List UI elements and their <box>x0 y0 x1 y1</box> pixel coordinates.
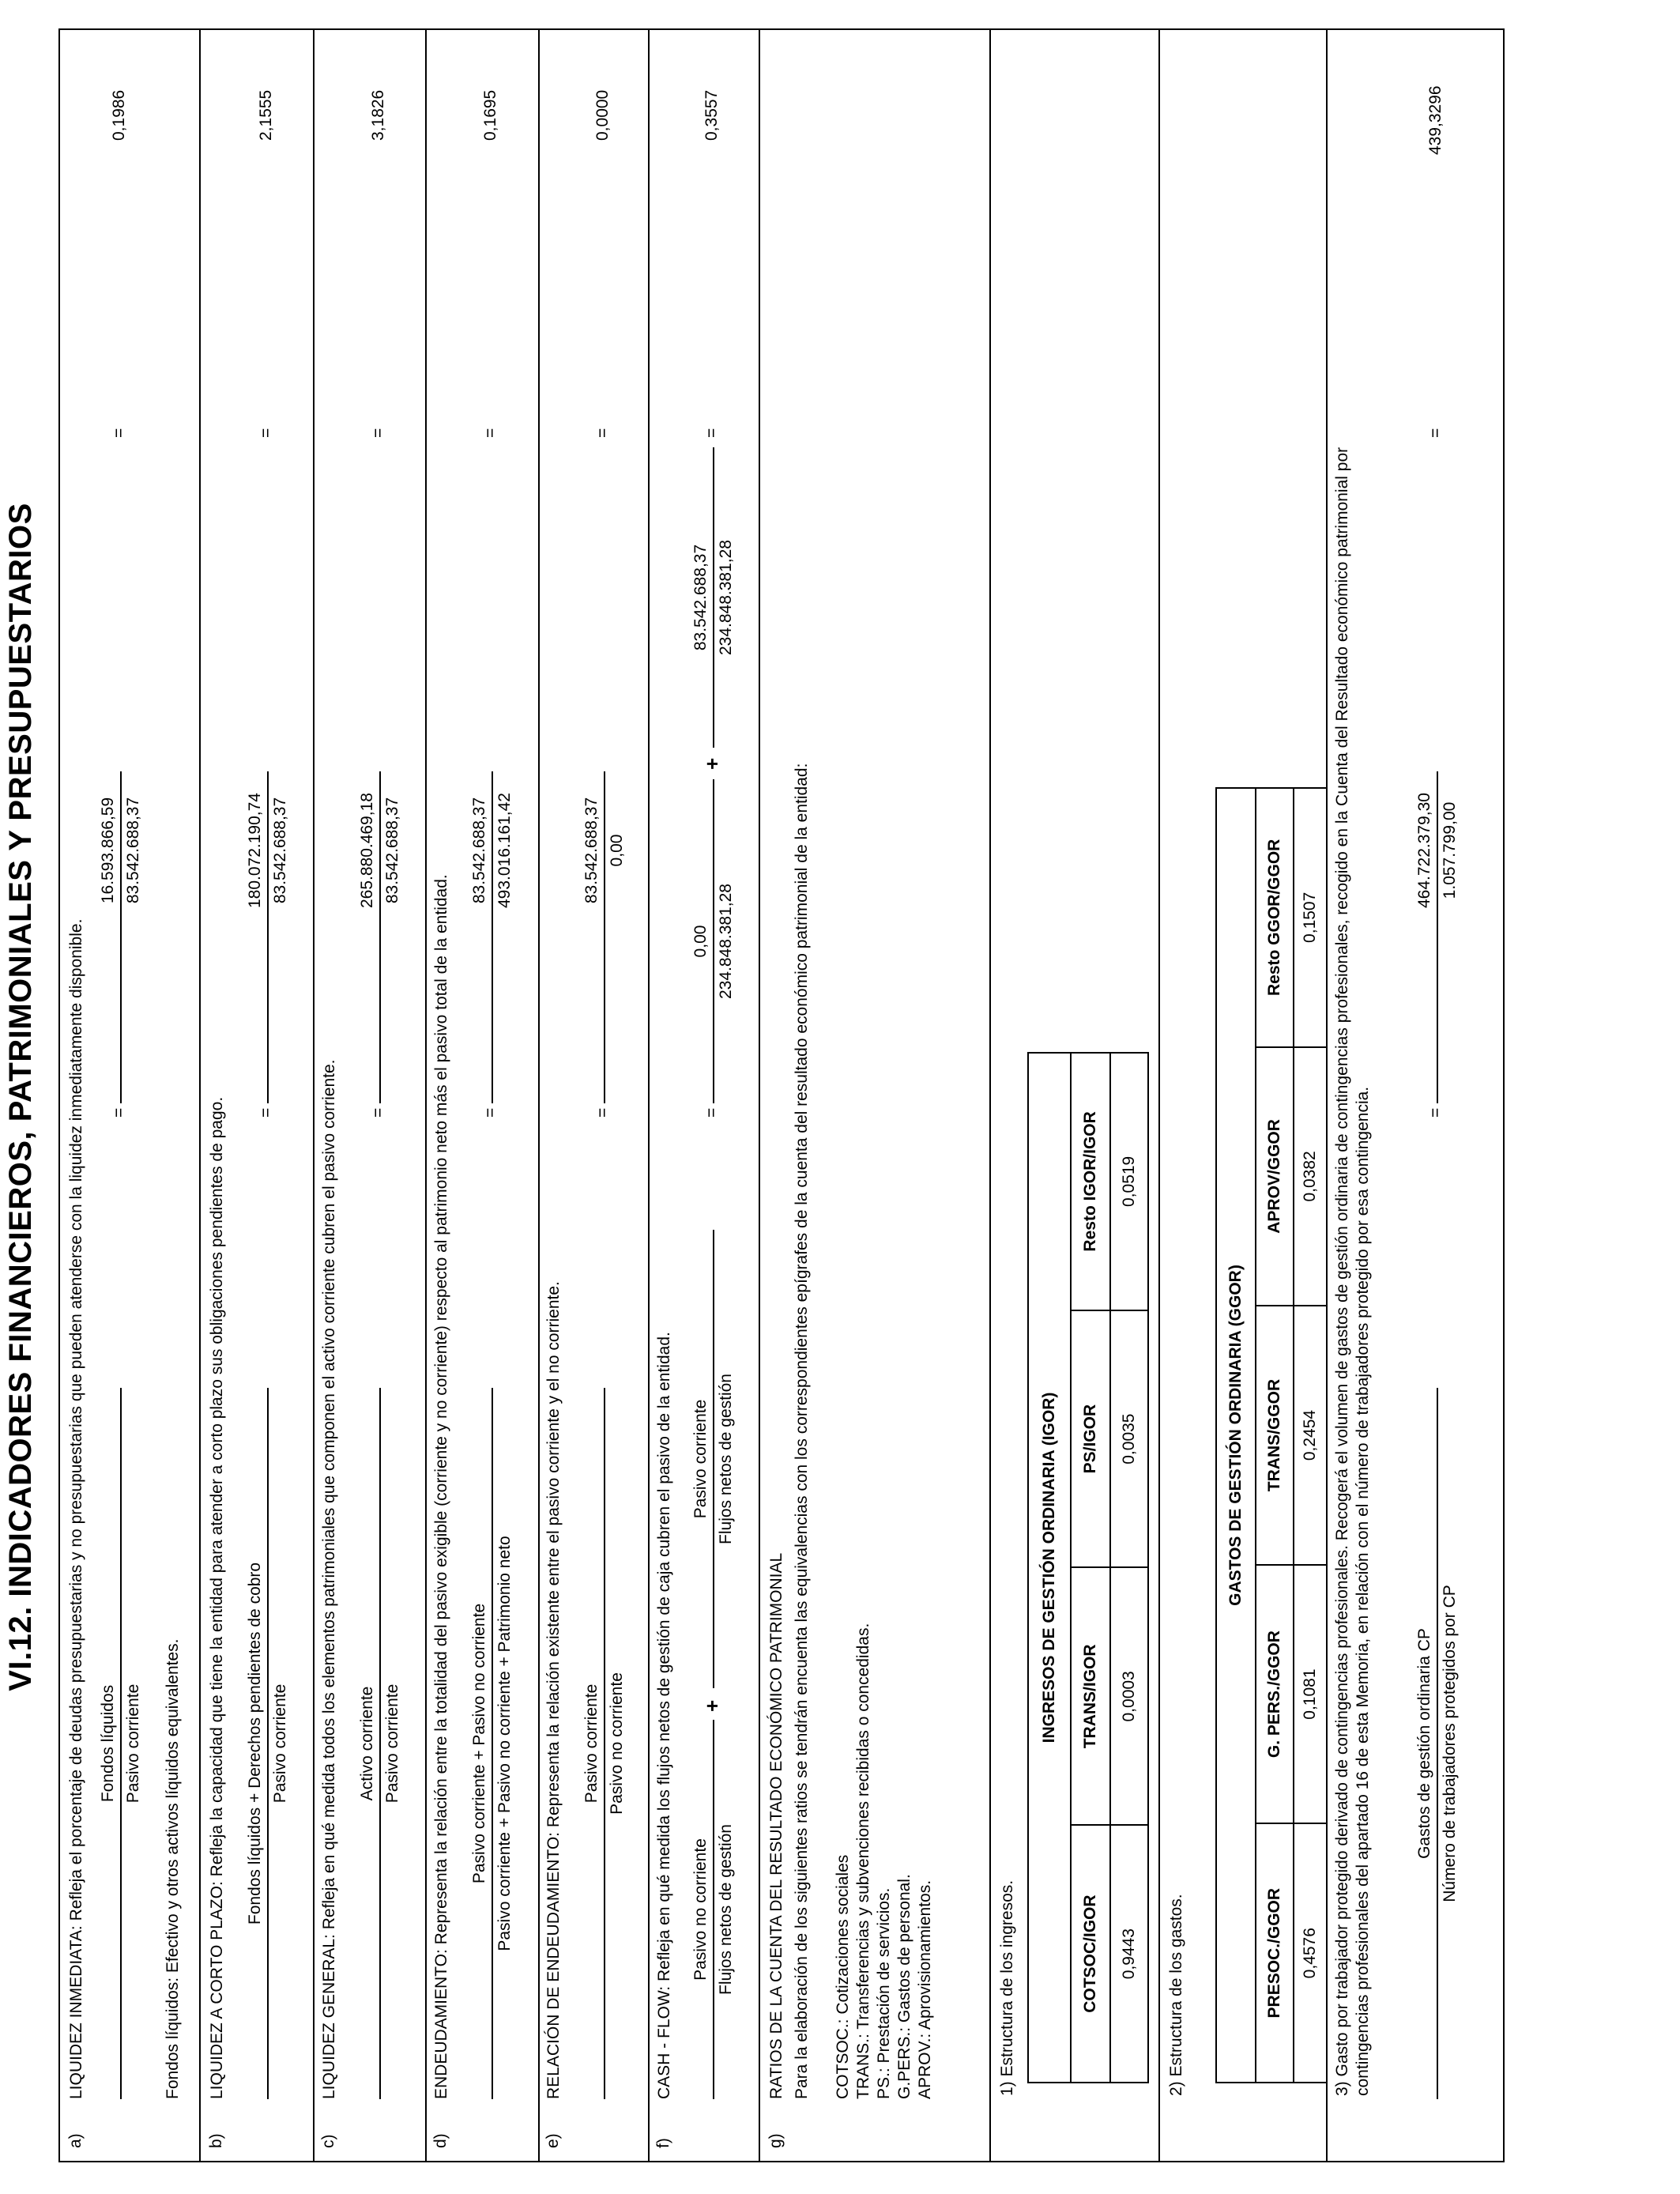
section-note: Fondos líquidos: Efectivo y otros activos líquidos equivalentes. <box>164 1638 182 2099</box>
equals-sign: = <box>703 428 721 438</box>
numerator-label: Pasivo corriente <box>691 1399 710 1519</box>
fraction-line <box>492 1388 493 2099</box>
numerator-label: Fondos líquidos + Derechos pendientes de cobro <box>246 1562 264 1925</box>
plus-sign: + <box>700 757 724 770</box>
fraction-line <box>267 771 269 1103</box>
section-description: LIQUIDEZ A CORTO PLAZO: Refleja la capacidad que tiene la entidad para atender a corto plazo sus obligaciones pendientes de pago. <box>208 1096 226 2099</box>
equals-sign: = <box>703 1107 721 1118</box>
equals-sign: = <box>1426 1107 1445 1118</box>
numerator-value: 464.722.379,30 <box>1415 793 1433 908</box>
gastos-value-gpers: 0,1081 <box>1294 1565 1327 1824</box>
ingresos-header-trans: TRANS/IGOR <box>1071 1568 1110 1826</box>
fraction-line <box>379 1388 381 2099</box>
section-divider <box>1158 28 1160 2162</box>
numerator-value: 0,00 <box>691 925 710 958</box>
gastos-value-trans: 0,2454 <box>1294 1306 1327 1565</box>
section-divider <box>313 28 315 2162</box>
denominator-value: 83.542.688,37 <box>124 797 142 904</box>
ratio-result: 0,1986 <box>110 89 128 141</box>
section-intro: Para la elaboración de los siguientes ratios se tendrán encuenta las equivalencias con los correspondientes epígrafes de la cuenta del resultado económico patrimonial de la entidad: <box>793 763 811 2099</box>
denominator-label: Pasivo corriente <box>124 1683 142 1804</box>
denominator-value: 234.848.381,28 <box>717 540 735 655</box>
ratio-result: 439,3296 <box>1426 85 1445 155</box>
fraction-line <box>120 1388 122 2099</box>
section-letter: g) <box>767 2133 785 2148</box>
denominator-label: Pasivo corriente <box>383 1683 401 1804</box>
equals-sign: = <box>257 428 275 438</box>
gastos-value-resto: 0,1507 <box>1294 788 1327 1047</box>
fraction-line <box>267 1388 269 2099</box>
ingresos-value-resto: 0,0519 <box>1110 1053 1148 1310</box>
denominator-value: 493.016.161,42 <box>495 793 514 908</box>
gastos-header-trans: TRANS/GGOR <box>1256 1306 1294 1565</box>
denominator-label: Pasivo corriente <box>271 1683 289 1804</box>
gastos-header-aprov: APROV/GGOR <box>1256 1047 1294 1306</box>
section-letter: d) <box>431 2133 450 2148</box>
ingresos-value-trans: 0,0003 <box>1110 1568 1148 1826</box>
numerator-label: Pasivo no corriente <box>691 1838 710 1981</box>
section-divider <box>425 28 427 2162</box>
denominator-label: Pasivo no corriente <box>608 1672 626 1815</box>
section-divider <box>759 28 760 2162</box>
equals-sign: = <box>1426 428 1445 438</box>
equals-sign: = <box>369 1107 387 1118</box>
section-note <box>955 2094 975 2099</box>
numerator-value: 83.542.688,37 <box>582 797 601 904</box>
numerator-label: Activo corriente <box>358 1686 376 1801</box>
equals-sign: = <box>110 428 128 438</box>
equals-sign: = <box>481 1107 499 1118</box>
numerator-label: Pasivo corriente <box>582 1683 601 1804</box>
ingresos-structure-label: 1) Estructura de los ingresos. <box>998 1879 1016 2096</box>
cp-description-line2: contingencias profesionales del apartado 16 de esta Memoria, en relación con el número de trabajadores protegido por esa contingencia. <box>1354 1086 1372 2096</box>
fraction-line <box>713 447 714 748</box>
denominator-label: Flujos netos de gestión <box>717 1374 735 1544</box>
ratio-result: 0,1695 <box>481 89 499 141</box>
ingresos-value-cotsoc: 0,9443 <box>1110 1825 1148 2083</box>
section-letter: f) <box>654 2138 672 2148</box>
section-divider <box>199 28 201 2162</box>
equals-sign: = <box>481 428 499 438</box>
fraction-line <box>1437 1388 1438 2099</box>
denominator-label: Flujos netos de gestión <box>717 1824 735 1995</box>
ratio-result: 2,1555 <box>257 89 275 141</box>
equals-sign: = <box>110 1107 128 1118</box>
section-description: RELACIÓN DE ENDEUDAMIENTO: Representa la relación existente entre el pasivo corriente y el no corriente. <box>544 1281 563 2099</box>
fraction-line <box>379 771 381 1103</box>
gastos-structure-label: 2) Estructura de los gastos. <box>1167 1894 1185 2096</box>
gastos-table <box>1215 787 1328 2083</box>
legend-item: COTSOC.: Cotizaciones sociales <box>834 1854 852 2099</box>
section-heading: RATIOS DE LA CUENTA DEL RESULTADO ECONÓMICO PATRIMONIAL <box>767 1552 785 2099</box>
ratio-result: 0,0000 <box>593 89 612 141</box>
gastos-header-presoc: PRESOC./GGOR <box>1256 1823 1294 2083</box>
gastos-header-gpers: G. PERS./GGOR <box>1256 1565 1294 1824</box>
ratio-result: 0,3557 <box>703 89 721 141</box>
denominator-value: 0,00 <box>608 834 626 867</box>
section-letter: c) <box>319 2134 337 2148</box>
page-title: VI.12. INDICADORES FINANCIEROS, PATRIMONIALES Y PRESUPUESTARIOS <box>3 503 38 1691</box>
numerator-value: 265.880.469,18 <box>358 793 376 908</box>
section-letter: a) <box>66 2133 85 2148</box>
ingresos-header-cotsoc: COTSOC/IGOR <box>1071 1825 1110 2083</box>
section-divider <box>989 28 991 2162</box>
equals-sign: = <box>593 1107 612 1118</box>
fraction-line <box>713 779 714 1103</box>
numerator-value: 180.072.190,74 <box>246 793 264 908</box>
denominator-label: Pasivo corriente + Pasivo no corriente + Patrimonio neto <box>495 1536 514 1951</box>
ingresos-table-title: INGRESOS DE GESTIÓN ORDINARIA (IGOR) <box>1028 1053 1071 2083</box>
denominator-value: 83.542.688,37 <box>271 797 289 904</box>
section-letter: b) <box>207 2133 225 2148</box>
numerator-value: 83.542.688,37 <box>691 544 710 651</box>
fraction-line <box>713 1720 714 2099</box>
fraction-line <box>713 1230 714 1688</box>
ratio-result: 3,1826 <box>369 89 387 141</box>
fraction-line <box>604 771 605 1103</box>
fraction-line <box>604 1388 605 2099</box>
equals-sign: = <box>593 428 612 438</box>
gastos-table-title: GASTOS DE GESTIÓN ORDINARIA (GGOR) <box>1216 788 1256 2083</box>
numerator-value: 83.542.688,37 <box>470 797 488 904</box>
gastos-header-resto: Resto GGOR/GGOR <box>1256 788 1294 1047</box>
section-letter: e) <box>544 2133 562 2148</box>
section-description: ENDEUDAMIENTO: Representa la relación entre la totalidad del pasivo exigible (corriente y no corriente) respecto al patrimonio neto más el pasivo total de la entidad. <box>432 874 450 2099</box>
equals-sign: = <box>369 428 387 438</box>
numerator-label: Gastos de gestión ordinaria CP <box>1415 1628 1433 1859</box>
denominator-label: Número de trabajadores protegidos por CP <box>1441 1585 1459 1902</box>
legend-item: G.PERS.: Gastos de personal. <box>895 1874 913 2099</box>
fraction-line <box>1437 771 1438 1103</box>
numerator-label: Fondos líquidos <box>99 1684 117 1803</box>
section-description: CASH - FLOW: Refleja en qué medida los flujos netos de gestión de caja cubren el pasivo de la entidad. <box>655 1332 673 2099</box>
legend-item: TRANS.: Transferencias y subvenciones recibidas o concedidas. <box>854 1623 872 2099</box>
section-divider <box>648 28 650 2162</box>
ingresos-value-ps: 0,0035 <box>1110 1310 1148 1568</box>
ingresos-header-resto: Resto IGOR/IGOR <box>1071 1053 1110 1310</box>
plus-sign: + <box>700 1699 724 1712</box>
ingresos-table <box>1027 1052 1149 2083</box>
section-description: LIQUIDEZ INMEDIATA: Refleja el porcentaje de deudas presupuestarias y no presupuestarias que pueden atenderse con la liquidez inmediatamente disponible. <box>67 918 85 2099</box>
gastos-value-aprov: 0,0382 <box>1294 1047 1327 1306</box>
numerator-value: 16.593.866,59 <box>99 797 117 904</box>
ingresos-header-ps: PS/IGOR <box>1071 1310 1110 1568</box>
legend-item: APROV.: Aprovisionamientos. <box>916 1879 934 2099</box>
section-divider <box>538 28 540 2162</box>
section-description: LIQUIDEZ GENERAL: Refleja en qué medida todos los elementos patrimoniales que componen el activo corriente cubren el pasivo corriente. <box>320 1059 338 2099</box>
numerator-label: Pasivo corriente + Pasivo no corriente <box>470 1603 488 1884</box>
gastos-value-presoc: 0,4576 <box>1294 1823 1327 2083</box>
cp-description-line1: 3) Gasto por trabajador protegido derivado de contingencias profesionales. Recogerá el volumen de gastos de gestión ordinaria de contingencias profesionales, recogido en la Cuenta del Resultado económico patrimonial por <box>1333 447 1351 2096</box>
fraction-line <box>492 771 493 1103</box>
denominator-value: 1.057.799,00 <box>1441 801 1459 899</box>
denominator-value: 234.848.381,28 <box>717 884 735 999</box>
denominator-value: 83.542.688,37 <box>383 797 401 904</box>
fraction-line <box>120 771 122 1103</box>
equals-sign: = <box>257 1107 275 1118</box>
legend-item: PS.: Prestación de servicios. <box>875 1887 893 2099</box>
